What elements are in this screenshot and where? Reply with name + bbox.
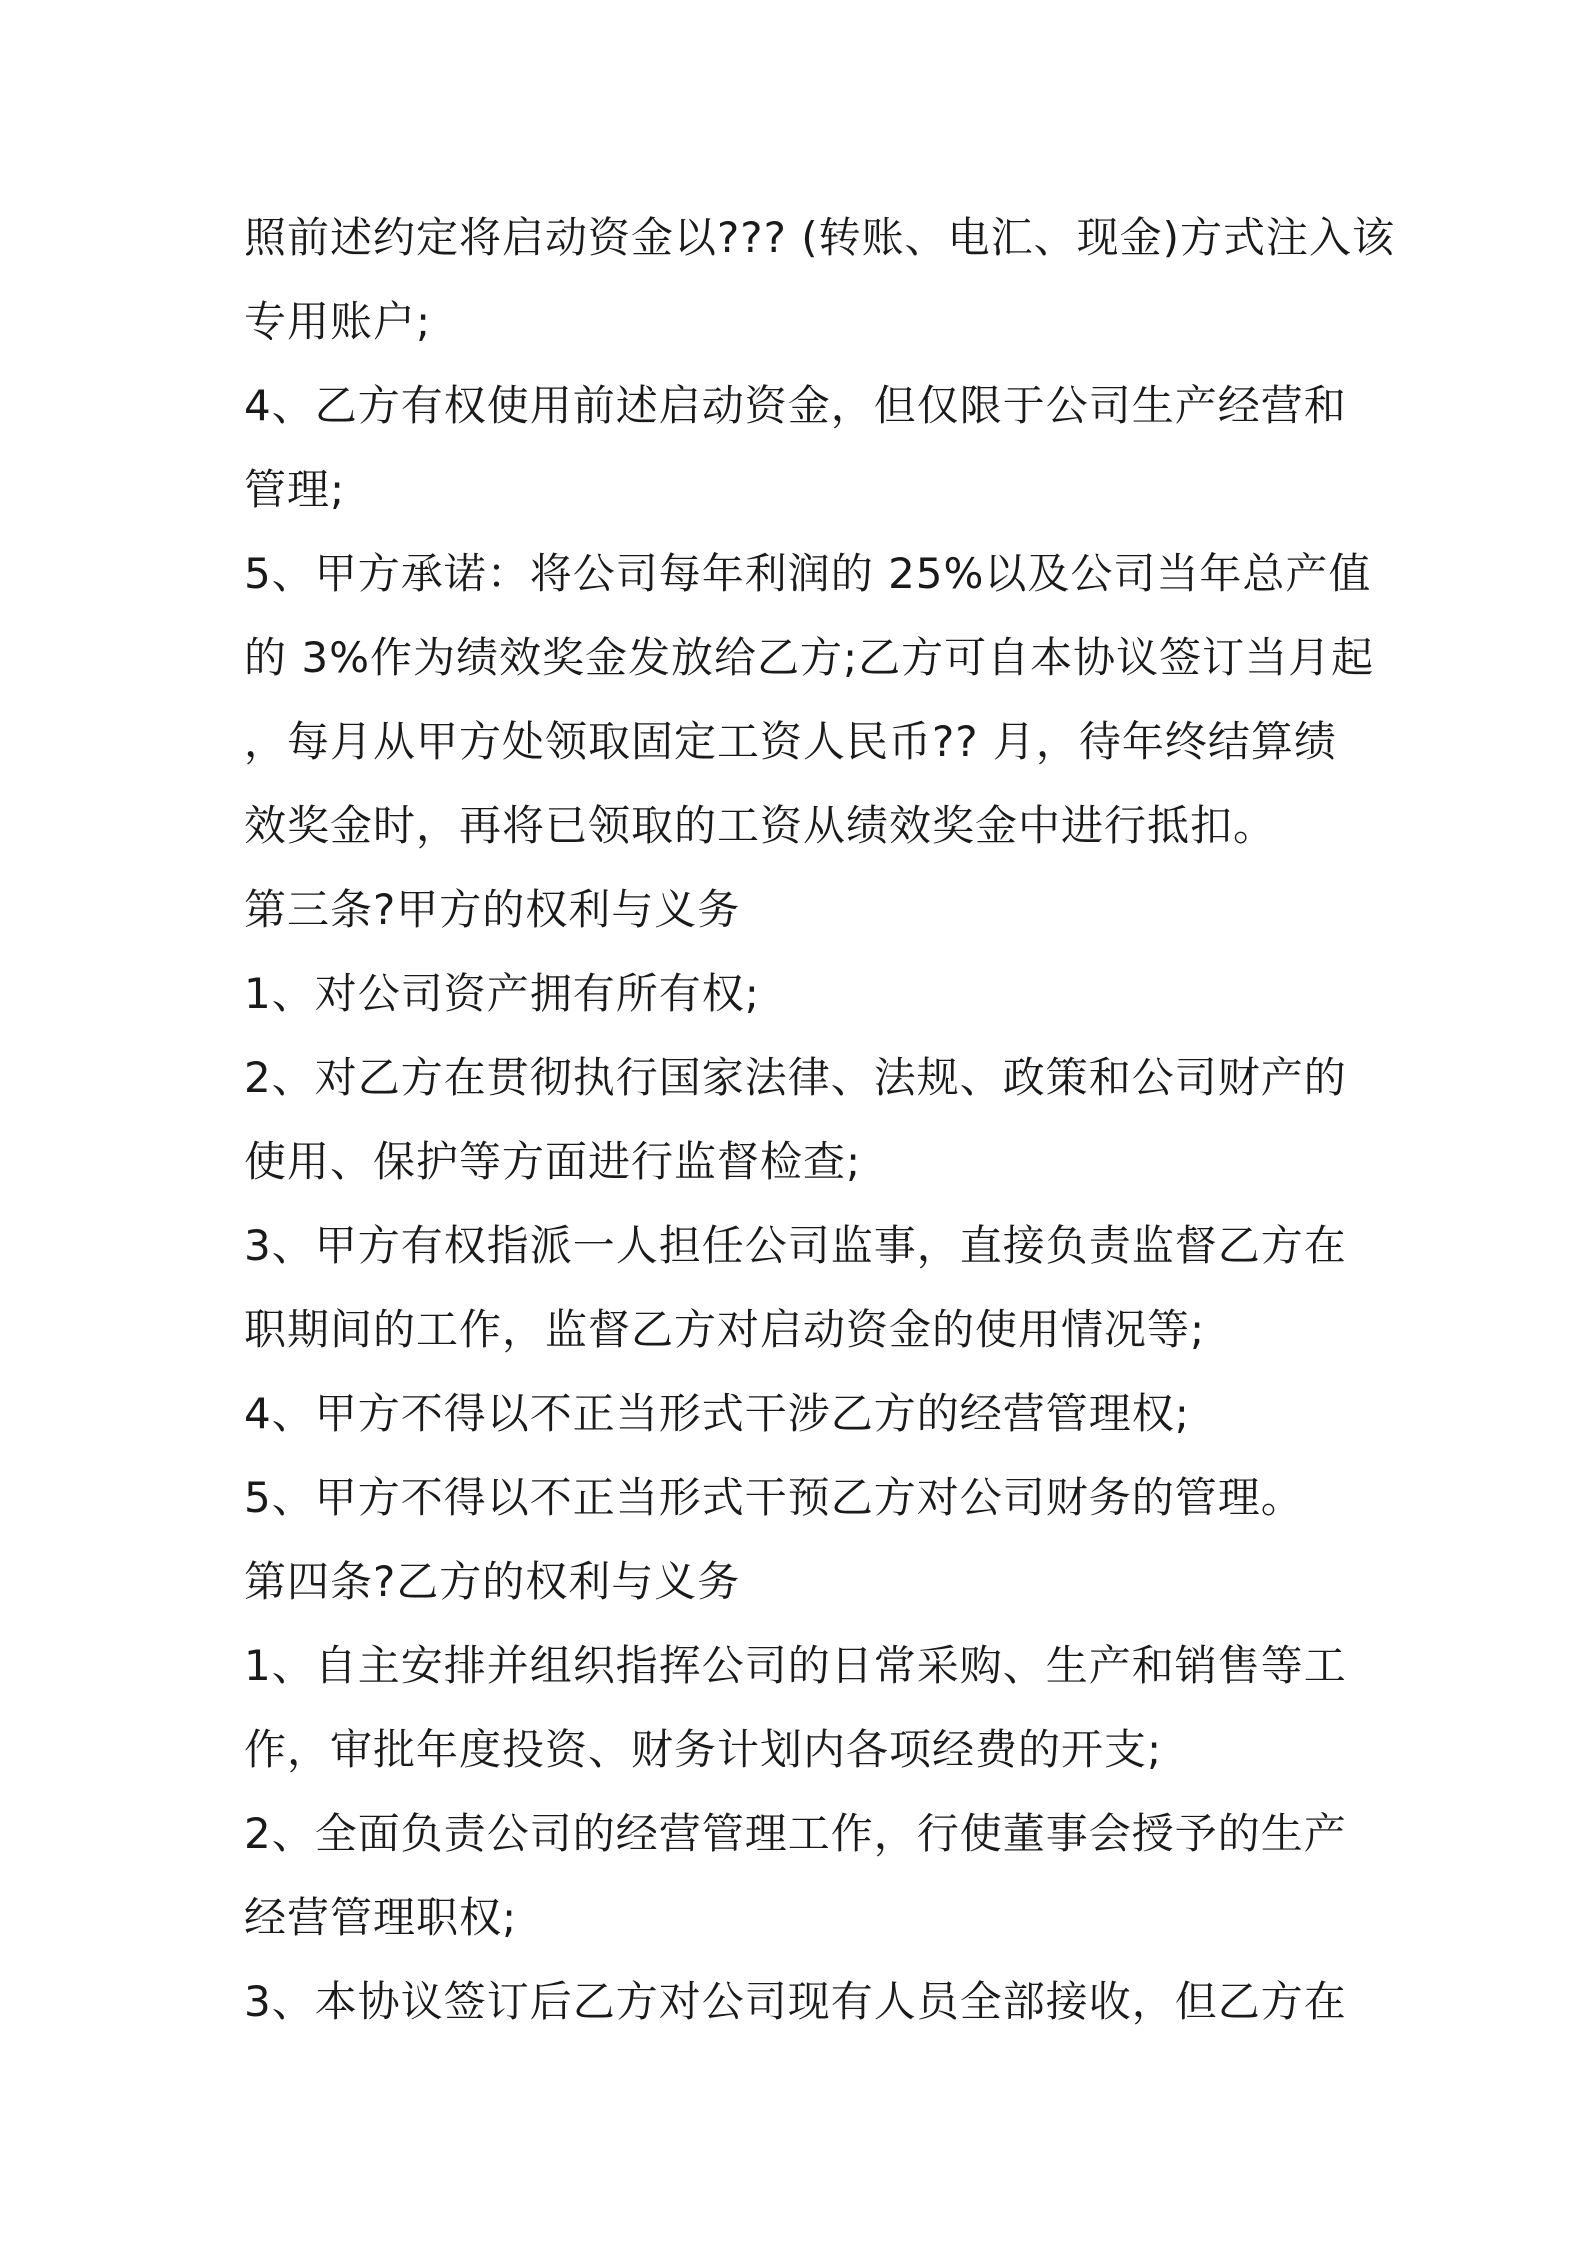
text-line: 照前述约定将启动资金以??? (转账、电汇、现金)方式注入该 [244,213,1395,262]
text-line: 经营管理职权; [244,1893,518,1942]
text-line: 使用、保护等方面进行监督检查; [244,1137,862,1186]
section-heading: 第四条?乙方的权利与义务 [244,1557,741,1606]
text-line: 效奖金时，再将已领取的工资从绩效奖金中进行抵扣。 [244,801,1277,850]
text-line: ，每月从甲方处领取固定工资人民币?? 月，待年终结算绩 [244,717,1337,766]
text-line: 1、自主安排并组织指挥公司的日常采购、生产和销售等工 [244,1641,1347,1690]
text-line: 作，审批年度投资、财务计划内各项经费的开支; [244,1725,1163,1774]
section-heading: 第三条?甲方的权利与义务 [244,885,741,934]
text-line: 3、甲方有权指派一人担任公司监事，直接负责监督乙方在 [244,1221,1347,1270]
text-line: 2、全面负责公司的经营管理工作，行使董事会授予的生产 [244,1809,1347,1858]
text-line: 专用账户; [244,297,432,346]
text-line: 管理; [244,465,346,514]
text-line: 的 3%作为绩效奖金发放给乙方;乙方可自本协议签订当月起 [244,633,1375,682]
text-line: 2、对乙方在贯彻执行国家法律、法规、政策和公司财产的 [244,1053,1347,1102]
text-line: 5、甲方承诺：将公司每年利润的 25%以及公司当年总产值 [244,549,1372,598]
text-line: 5、甲方不得以不正当形式干预乙方对公司财务的管理。 [244,1473,1304,1522]
text-line: 职期间的工作，监督乙方对启动资金的使用情况等; [244,1305,1206,1354]
document-body [244,196,1395,2044]
text-line: 3、本协议签订后乙方对公司现有人员全部接收，但乙方在 [244,1977,1347,2026]
text-line: 4、乙方有权使用前述启动资金，但仅限于公司生产经营和 [244,381,1347,430]
text-line: 1、对公司资产拥有所有权; [244,969,760,1018]
text-line: 4、甲方不得以不正当形式干涉乙方的经营管理权; [244,1389,1190,1438]
